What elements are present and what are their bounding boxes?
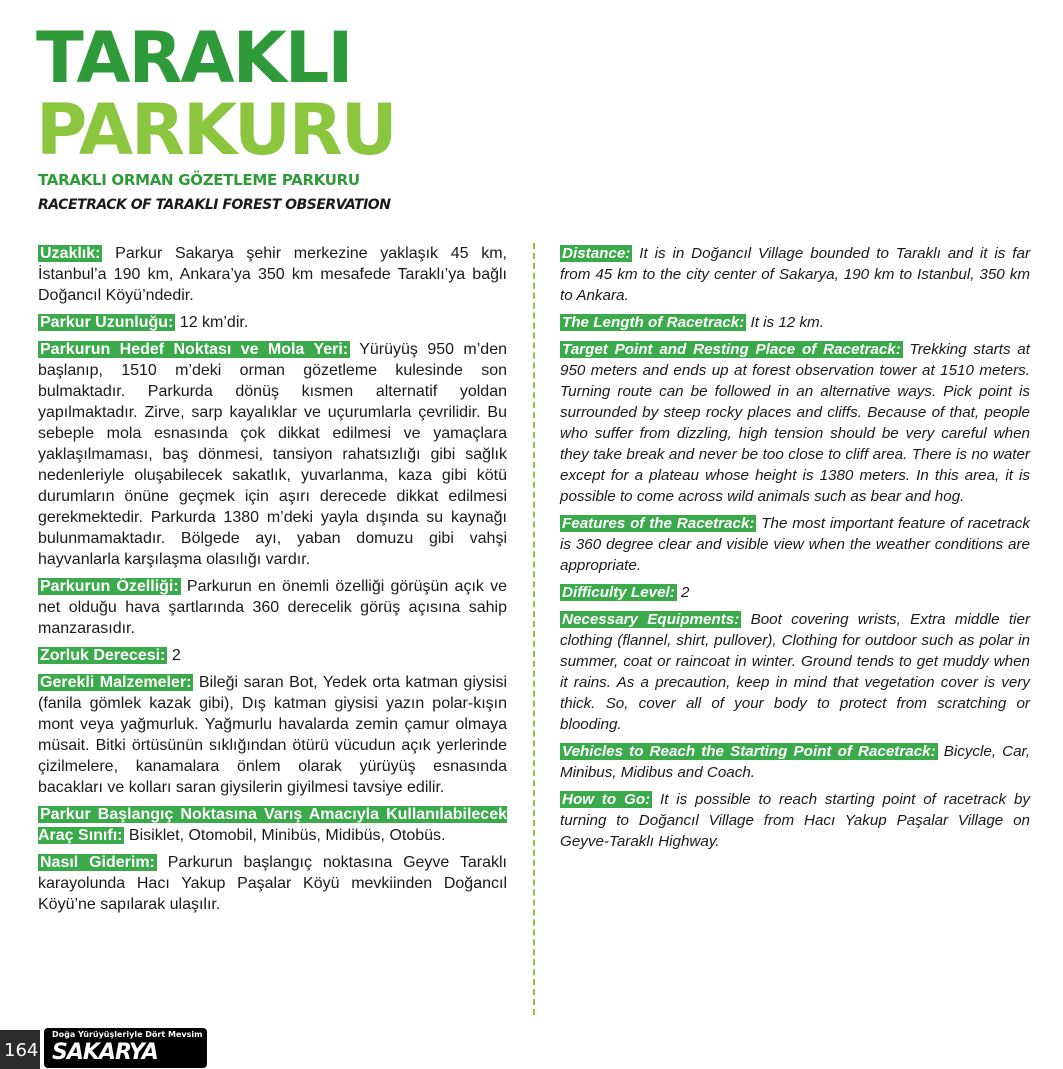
paragraph bbox=[38, 852, 507, 915]
section-text: It is 12 km. bbox=[746, 314, 824, 331]
paragraph bbox=[560, 339, 1030, 507]
section-text: 2 bbox=[676, 584, 690, 601]
section-text: Parkur Sakarya şehir merkezine yaklaşık 45 km, İstanbul’a 190 km, Ankara’ya 350 km mesafede Taraklı’ya bağlı Doğancıl Köyü’ndedir. bbox=[38, 245, 507, 304]
section-text: Yürüyüş 950 m’den başlanıp, 1510 m’deki orman gözetleme kulesinde son bulmaktadır. Parkurda dönüş kısmen alternatif yoldan yapılmaktadır. Zirve, sarp kayalıklar ve uçurumlarla çevrilidir. Bu sebeple mola esnasında çok dikkat edilmesi ve yamaçlara yaklaşılmaması, baş dönmesi, tansiyon rahatsızlığı gibi sağlık nedenleriyle oluşabilecek sakatlık, yuvarlanma, kaza gibi kötü durumların önüne geçmek için aşırı derecede dikkat edilmesi gerekmektedir. Parkurda 1380 m’deki yayla dışında su kaynağı bulunmamaktadır. Bölgede ayı, yaban domuzu gibi vahşi hayvanlarla karşılaşma olasılığı vardır. bbox=[38, 341, 507, 568]
brand-name: SAKARYA bbox=[52, 1040, 158, 1065]
section-text: Boot covering wrists, Extra middle tier clothing (flannel, shirt, pullover), Clothing for outdoor such as polar in summer, coat or raincoat in winter. Ground tends to get muddy when it rains. As a precaution, keep in mind that vegetation cover is very thick. So, cover all of your body to protect from scratching or blooding. bbox=[560, 611, 1030, 733]
section-text: It is in Doğancıl Village bounded to Taraklı and it is far from 45 km to the city center of Sakarya, 190 km to Istanbul, 350 km to Ankara. bbox=[560, 245, 1030, 304]
section-text: Parkurun başlangıç noktasına Geyve Taraklı karayolunda Hacı Yakup Paşalar Köyü mevkiinden Doğancıl Köyü’ne sapılarak ulaşılır. bbox=[38, 854, 507, 913]
paragraph bbox=[560, 789, 1030, 852]
section-label: The Length of Racetrack: bbox=[562, 314, 745, 331]
section-label: Parkur Başlangıç Noktasına Varış Amacıyla Kullanılabilecek Araç Sınıfı: bbox=[38, 806, 507, 844]
section-text: Trekking starts at 950 meters and ends up at forest observation tower at 1510 meters. Turning route can be followed in an alternative ways. Pick point is surrounded by steep rocky places and cliffs. Because of that, people who suffer from dizzling, high tension should be very careful when they take break and never be too close to cliff area. There is no water except for a plateau whose height is 1380 meters. In this area, it is possible to come across wild animals such as bear and hog. bbox=[560, 341, 1030, 505]
paragraph bbox=[38, 339, 507, 570]
section-label: Zorluk Derecesi: bbox=[40, 647, 166, 664]
column-divider bbox=[533, 243, 535, 1015]
paragraph bbox=[38, 672, 507, 798]
english-column bbox=[560, 243, 1030, 858]
paragraph bbox=[38, 804, 507, 846]
page-number: 164 bbox=[4, 1040, 39, 1061]
section-label: Parkur Uzunluğu: bbox=[40, 314, 174, 331]
paragraph bbox=[38, 243, 507, 306]
title-line-2: PARKURU bbox=[36, 89, 396, 171]
section-text: Bicycle, Car, Minibus, Midibus and Coach. bbox=[560, 743, 1030, 781]
paragraph bbox=[560, 312, 1030, 333]
section-text: Bisiklet, Otomobil, Minibüs, Midibüs, Otobüs. bbox=[124, 827, 446, 844]
paragraph bbox=[560, 609, 1030, 735]
section-text: 2 bbox=[167, 647, 181, 664]
paragraph bbox=[38, 576, 507, 639]
title-line-1: TARAKLI bbox=[36, 17, 352, 99]
paragraph bbox=[560, 741, 1030, 783]
section-label: Target Point and Resting Place of Racetrack: bbox=[562, 341, 901, 358]
section-label: Features of the Racetrack: bbox=[562, 515, 755, 532]
section-label: Vehicles to Reach the Starting Point of Racetrack: bbox=[562, 743, 936, 760]
section-text: 12 km’dir. bbox=[175, 314, 249, 331]
section-label: Necessary Equipments: bbox=[562, 611, 740, 628]
brand-tagline: Doğa Yürüyüşleriyle Dört Mevsim bbox=[52, 1030, 203, 1039]
turkish-column bbox=[38, 243, 507, 921]
section-text: Bileği saran Bot, Yedek orta katman giysisi (fanila gömlek kazak gibi), Dış katman giysisi yazın polar-kışın mont veya yağmurluk. Yağmurlu havalarda zemin çamur olmaya müsait. Bitki örtüsünün sıklığından ötürü vücudun açık yerlerinde çizilmelere, kanamalara önlem olarak yürüyüş esnasında bacakları ve kolları saran giysilerin giyilmesi tavsiye edilir. bbox=[38, 674, 507, 796]
section-text: Parkurun en önemli özelliği görüşün açık ve net olduğu hava şartlarında 360 derecelik görüş açısına sahip manzarasıdır. bbox=[38, 578, 507, 637]
section-label: How to Go: bbox=[562, 791, 651, 808]
paragraph bbox=[560, 582, 1030, 603]
subtitle-english: RACETRACK OF TARAKLI FOREST OBSERVATION bbox=[38, 197, 391, 213]
section-label: Difficulty Level: bbox=[562, 584, 675, 601]
paragraph bbox=[560, 513, 1030, 576]
section-label: Distance: bbox=[562, 245, 631, 262]
section-label: Parkurun Hedef Noktası ve Mola Yeri: bbox=[40, 341, 349, 358]
section-label: Nasıl Giderim: bbox=[40, 854, 155, 871]
paragraph bbox=[38, 645, 507, 666]
section-label: Parkurun Özelliği: bbox=[40, 578, 179, 595]
subtitle-turkish: TARAKLI ORMAN GÖZETLEME PARKURU bbox=[38, 171, 360, 189]
section-label: Gerekli Malzemeler: bbox=[40, 674, 192, 691]
paragraph bbox=[38, 312, 507, 333]
section-label: Uzaklık: bbox=[40, 245, 101, 262]
paragraph bbox=[560, 243, 1030, 306]
section-text: It is possible to reach starting point of racetrack by turning to Doğancıl Village from Hacı Yakup Paşalar Village on Geyve-Taraklı Highway. bbox=[560, 791, 1030, 850]
section-text: The most important feature of racetrack is 360 degree clear and visible view when the weather conditions are appropriate. bbox=[560, 515, 1030, 574]
